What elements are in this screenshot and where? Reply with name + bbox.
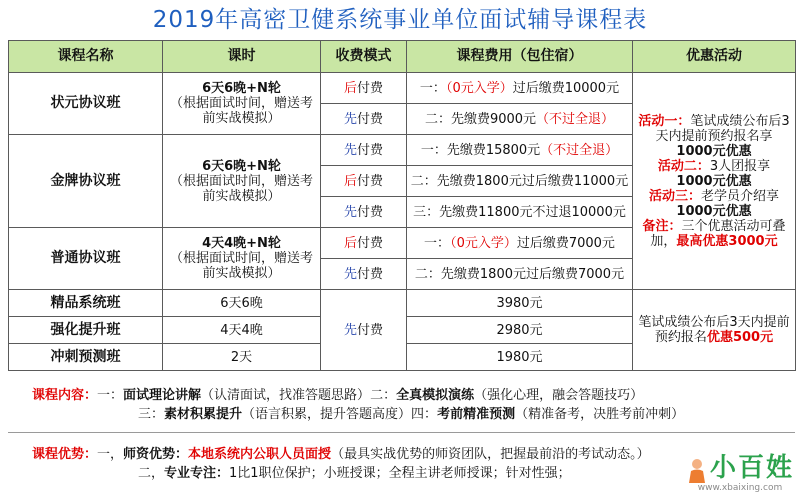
fee-mode	[321, 73, 407, 104]
fee-mode-rest: 付费	[357, 111, 384, 127]
advantage-2-title: 专业专注：	[164, 466, 230, 481]
fee-mode-rest: 付费	[357, 266, 384, 282]
fee-highlight: （不过全退）	[536, 111, 615, 127]
fee-cell: 3980元	[407, 290, 633, 317]
course-advantage-section	[8, 445, 795, 483]
lesson-cell	[163, 73, 321, 135]
fee-mode	[321, 135, 407, 166]
content-item-2-title: 全真模拟演练	[396, 388, 475, 403]
content-item-4-desc: （精准备考，决胜考前冲刺）	[515, 407, 685, 422]
fee-tail: 过后缴费7000元	[516, 235, 615, 251]
fee-prefix: 二：先缴费9000元	[424, 111, 537, 127]
fee-mode-rest: 付费	[357, 80, 384, 96]
advantage-label: 课程优势：	[32, 447, 98, 462]
content-item-1-title: 面试理论讲解	[123, 388, 202, 403]
advantage-1-num: 一，	[97, 447, 124, 462]
course-schedule-table	[8, 40, 796, 371]
course-name: 精品系统班	[9, 290, 163, 317]
fee-highlight: （0元入学）	[445, 80, 513, 96]
fee-mode-rest: 付费	[357, 235, 384, 251]
promo-bottom-cell	[633, 290, 796, 371]
lesson-cell: 4天4晚	[163, 317, 321, 344]
header-fee-mode: 收费模式	[321, 41, 407, 73]
course-name: 普通协议班	[9, 228, 163, 290]
watermark-logo	[686, 453, 794, 493]
fee-mode-char: 先	[343, 204, 357, 220]
promo-1-amount: 1000元优惠	[676, 143, 752, 159]
lesson-cell: 2天	[163, 344, 321, 371]
fee-prefix: 一：	[419, 80, 446, 96]
promo-cell	[633, 73, 796, 290]
fee-mode-char: 后	[343, 173, 357, 189]
advantage-line-2	[8, 464, 795, 483]
fee-cell: 2980元	[407, 317, 633, 344]
advantage-line-1	[8, 445, 795, 464]
fee-mode-char: 先	[343, 266, 357, 282]
content-label: 课程内容：	[32, 388, 98, 403]
promo-1-label: 活动一：	[638, 113, 691, 129]
watermark-title-text: 小百姓	[709, 453, 794, 483]
fee-mode-char: 后	[343, 80, 357, 96]
fee-prefix: 一：先缴费15800元	[420, 142, 541, 158]
promo-note-text: 三个优惠活动可叠加，	[650, 218, 786, 249]
lesson-cell	[163, 228, 321, 290]
promo-bottom-amount: 优惠500元	[706, 330, 774, 345]
table-row	[9, 290, 796, 317]
advantage-2-num: 二，	[138, 466, 165, 481]
section-divider	[8, 432, 795, 433]
content-item-4-num: 四：	[411, 407, 438, 422]
fee-cell: 三：先缴费11800元不过退10000元	[407, 197, 633, 228]
fee-cell	[407, 135, 633, 166]
lesson-sub: （根据面试时间，赠送考前实战模拟）	[169, 96, 313, 126]
fee-mode-rest: 付费	[357, 204, 384, 220]
watermark-url: www.xbaixing.com	[697, 483, 783, 493]
promo-note-max: 最高优惠3000元	[676, 233, 778, 249]
lesson-main: 6天6晚+N轮	[202, 158, 281, 174]
advantage-1-highlight: 本地系统内公职人员面授	[188, 447, 332, 462]
header-fee: 课程费用（包住宿）	[407, 41, 633, 73]
lesson-sub: （根据面试时间，赠送考前实战模拟）	[169, 173, 313, 204]
fee-highlight: （0元入学）	[450, 235, 517, 251]
fee-mode	[321, 166, 407, 197]
header-course-name: 课程名称	[9, 41, 163, 73]
promo-2-label: 活动二：	[657, 158, 710, 174]
promo-bottom-text: 笔试成绩公布后3天内提前预约报名	[638, 315, 790, 345]
fee-mode	[321, 197, 407, 228]
lesson-cell: 6天6晚	[163, 290, 321, 317]
lesson-main: 6天6晚+N轮	[202, 81, 281, 96]
lesson-sub: （根据面试时间，赠送考前实战模拟）	[169, 251, 313, 281]
lesson-main: 4天4晚+N轮	[202, 236, 281, 251]
promo-2-text: 3人团报享	[709, 158, 771, 174]
fee-mode	[321, 290, 407, 371]
course-name: 状元协议班	[9, 73, 163, 135]
promo-3-amount: 1000元优惠	[676, 203, 752, 219]
content-item-2-desc: （强化心理，融会答题技巧）	[474, 388, 644, 403]
advantage-2-desc: 1比1职位保护；小班授课；全程主讲老师授课；针对性强；	[229, 466, 571, 481]
course-content-section	[8, 386, 795, 424]
fee-mode	[321, 259, 407, 290]
fee-cell	[407, 73, 633, 104]
fee-cell: 二：先缴费1800元过后缴费11000元	[407, 166, 633, 197]
content-item-4-title: 考前精准预测	[437, 407, 516, 422]
table-row	[9, 73, 796, 104]
promo-1-text: 笔试成绩公布后3天内提前预约报名享	[655, 113, 790, 144]
fee-mode-rest: 付费	[357, 142, 384, 158]
content-item-3-title: 素材积累提升	[164, 407, 243, 422]
fee-mode-char: 先	[343, 322, 357, 338]
promo-3-text: 老学员介绍享	[701, 188, 780, 204]
watermark-title	[686, 453, 794, 483]
content-item-2-num: 二：	[370, 388, 397, 403]
fee-mode-char: 先	[343, 142, 357, 158]
fee-mode	[321, 228, 407, 259]
header-lesson: 课时	[163, 41, 321, 73]
promo-2-amount: 1000元优惠	[676, 173, 752, 189]
course-name: 冲刺预测班	[9, 344, 163, 371]
fee-cell: 二：先缴费1800元过后缴费7000元	[407, 259, 633, 290]
fee-mode-rest: 付费	[357, 173, 384, 189]
fee-mode	[321, 104, 407, 135]
fee-cell: 1980元	[407, 344, 633, 371]
fee-tail: 过后缴费10000元	[512, 80, 620, 96]
table-header-row	[9, 41, 796, 73]
fee-mode-char: 先	[343, 111, 357, 127]
content-line-1	[8, 386, 795, 405]
fee-highlight: （不过全退）	[540, 142, 619, 158]
content-item-1-desc: （认清面试，找准答题思路）	[201, 388, 371, 403]
advantage-1-desc: （最具实战优势的师资团队，把握最前沿的考试动态。）	[331, 447, 650, 462]
content-item-3-num: 三：	[138, 407, 165, 422]
promo-3-label: 活动三：	[648, 188, 701, 204]
page-title: 2019年高密卫健系统事业单位面试辅导课程表	[152, 7, 648, 33]
course-name: 强化提升班	[9, 317, 163, 344]
fee-cell	[407, 104, 633, 135]
promo-note-label: 备注：	[642, 218, 682, 234]
fee-prefix: 一：	[424, 235, 451, 251]
lesson-cell	[163, 135, 321, 228]
fee-mode-char: 后	[343, 235, 357, 251]
course-name: 金牌协议班	[9, 135, 163, 228]
advantage-1-title: 师资优势：	[123, 447, 189, 462]
person-icon	[686, 457, 708, 483]
fee-mode-rest: 付费	[357, 322, 384, 338]
fee-cell	[407, 228, 633, 259]
content-item-1-num: 一：	[97, 388, 124, 403]
content-line-2	[8, 405, 795, 424]
header-promo: 优惠活动	[633, 41, 796, 73]
content-item-3-desc: （语言积累，提升答题高度）	[242, 407, 412, 422]
